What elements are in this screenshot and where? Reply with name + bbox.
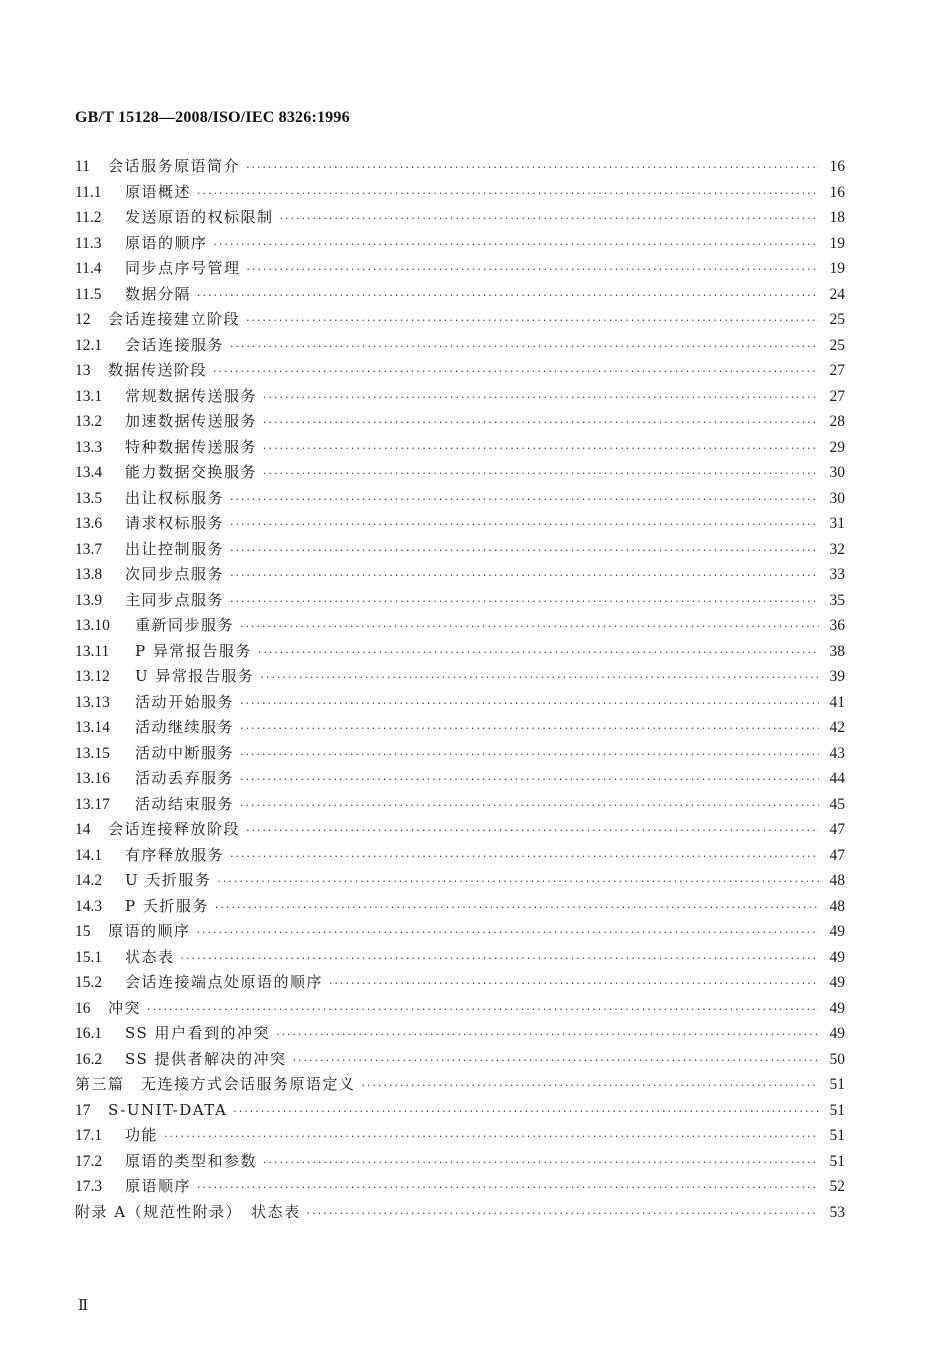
toc-section-number: 17 <box>75 1101 91 1119</box>
toc-section-number: 13.12 <box>75 668 110 685</box>
toc-dot-leader <box>197 920 819 946</box>
toc-section-title: 附录 A（规范性附录） 状态表 <box>75 1202 301 1221</box>
toc-section-number: 13.11 <box>75 642 110 660</box>
toc-entry[interactable] <box>75 282 845 308</box>
toc-dot-leader <box>263 461 819 487</box>
toc-section-title: U 异常报告服务 <box>135 667 255 685</box>
toc-page-number: 51 <box>829 1076 845 1093</box>
toc-page-number: 38 <box>829 642 845 660</box>
toc-page-number: 39 <box>829 668 845 685</box>
toc-page-number: 31 <box>829 515 845 532</box>
toc-page-number: 51 <box>829 1101 845 1119</box>
toc-dot-leader <box>147 997 819 1023</box>
toc-page-number: 50 <box>829 1050 845 1068</box>
toc-page-number: 30 <box>829 464 845 481</box>
toc-section-title: 会话连接服务 <box>125 335 225 354</box>
toc-section-title: 重新同步服务 <box>135 616 235 634</box>
toc-page-number: 25 <box>829 311 845 328</box>
toc-section-title: 加速数据传送服务 <box>125 412 258 430</box>
toc-section-title: 原语顺序 <box>125 1177 192 1195</box>
toc-section-number: 15.1 <box>75 948 103 966</box>
toc-page-number: 49 <box>829 923 845 940</box>
toc-dot-leader <box>240 793 819 819</box>
toc-page-number: 48 <box>829 872 845 889</box>
toc-section-title: 原语的顺序 <box>108 922 191 940</box>
toc-dot-leader <box>263 1150 819 1176</box>
toc-section-title: 数据分隔 <box>125 284 192 303</box>
toc-dot-leader <box>246 308 819 334</box>
toc-section-title: 活动继续服务 <box>135 718 235 736</box>
toc-page-number: 49 <box>829 1025 845 1042</box>
toc-dot-leader <box>240 742 819 768</box>
toc-section-title: 数据传送阶段 <box>108 361 208 379</box>
toc-page-number: 16 <box>829 158 845 175</box>
toc-dot-leader <box>233 1099 819 1125</box>
toc-section-number: 17.3 <box>75 1178 103 1195</box>
toc-section-title: 出让控制服务 <box>125 539 225 558</box>
toc-dot-leader <box>240 691 819 717</box>
toc-entry[interactable] <box>75 435 845 461</box>
toc-dot-leader <box>230 487 819 513</box>
toc-dot-leader <box>362 1073 819 1099</box>
toc-dot-leader <box>247 257 819 283</box>
toc-section-number: 13.2 <box>75 413 103 430</box>
toc-page-number: 19 <box>829 260 845 277</box>
toc-entry[interactable] <box>75 486 845 512</box>
toc-dot-leader <box>197 1175 819 1201</box>
toc-section-title: 活动结束服务 <box>135 794 235 813</box>
toc-section-number: 11.4 <box>75 260 102 277</box>
toc-dot-leader <box>197 181 819 207</box>
toc-page-number: 19 <box>829 234 845 252</box>
toc-entry[interactable] <box>75 741 845 767</box>
toc-section-title: 状态表 <box>125 947 175 966</box>
toc-entry[interactable] <box>75 970 845 996</box>
toc-entry[interactable] <box>75 460 845 486</box>
toc-entry[interactable] <box>75 511 845 537</box>
toc-section-number: 11 <box>75 158 90 175</box>
toc-page-number: 51 <box>829 1127 845 1144</box>
toc-section-title: 常规数据传送服务 <box>125 386 258 405</box>
toc-section-title: 会话连接释放阶段 <box>108 820 241 838</box>
toc-section-number: 13.10 <box>75 617 110 634</box>
toc-section-number: 11.5 <box>75 285 102 303</box>
toc-section-number: 13.16 <box>75 770 110 787</box>
toc-section-title: 次同步点服务 <box>125 565 225 583</box>
toc-section-number: 13.9 <box>75 591 103 609</box>
toc-page-number: 27 <box>829 387 845 405</box>
toc-section-title: P 夭折服务 <box>125 896 209 915</box>
toc-page-number: 36 <box>829 617 845 634</box>
toc-section-number: 12 <box>75 311 91 328</box>
toc-page-number: 43 <box>829 744 845 762</box>
toc-page-number: 47 <box>829 846 845 864</box>
toc-page-number: 29 <box>829 438 845 456</box>
toc-page-number: 42 <box>829 719 845 736</box>
toc-dot-leader <box>246 155 819 181</box>
toc-section-title: SS 用户看到的冲突 <box>125 1024 271 1042</box>
toc-entry[interactable] <box>75 715 845 741</box>
toc-section-title: 特种数据传送服务 <box>125 437 258 456</box>
toc-dot-leader <box>240 614 819 640</box>
toc-dot-leader <box>263 436 819 462</box>
toc-section-number: 13.17 <box>75 795 110 813</box>
toc-entry[interactable] <box>75 231 845 257</box>
toc-section-number: 13 <box>75 362 91 379</box>
toc-entry[interactable] <box>75 1174 845 1200</box>
toc-section-title: U 夭折服务 <box>125 871 212 889</box>
toc-page-number: 45 <box>829 795 845 813</box>
toc-section-number: 16.2 <box>75 1050 103 1068</box>
toc-entry[interactable] <box>75 1098 845 1124</box>
table-of-contents <box>75 154 845 1225</box>
toc-section-title: 功能 <box>125 1126 159 1144</box>
toc-dot-leader <box>260 665 819 691</box>
toc-section-title: 会话连接建立阶段 <box>108 310 241 328</box>
toc-entry[interactable] <box>75 588 845 614</box>
toc-section-number: 12.1 <box>75 336 103 354</box>
toc-section-number: 13.14 <box>75 719 110 736</box>
toc-page-number: 52 <box>829 1178 845 1195</box>
toc-entry[interactable] <box>75 613 845 639</box>
toc-section-number: 13.3 <box>75 438 103 456</box>
toc-section-title: SS 提供者解决的冲突 <box>125 1049 287 1068</box>
toc-section-title: 同步点序号管理 <box>125 259 241 277</box>
toc-section-number: 13.1 <box>75 387 103 405</box>
toc-dot-leader <box>197 283 819 309</box>
toc-entry[interactable] <box>75 384 845 410</box>
toc-entry[interactable] <box>75 358 845 384</box>
toc-entry[interactable] <box>75 996 845 1022</box>
toc-section-number: 13.5 <box>75 489 103 507</box>
toc-section-title: 冲突 <box>108 998 142 1017</box>
toc-dot-leader <box>217 869 819 895</box>
toc-entry[interactable] <box>75 1021 845 1047</box>
toc-section-number: 13.15 <box>75 744 110 762</box>
toc-section-title: 出让权标服务 <box>125 488 225 507</box>
toc-entry[interactable] <box>75 766 845 792</box>
toc-entry[interactable] <box>75 843 845 869</box>
toc-page-number: 32 <box>829 540 845 558</box>
toc-section-number: 15.2 <box>75 974 103 991</box>
toc-entry[interactable] <box>75 1047 845 1073</box>
toc-section-number: 14.2 <box>75 872 103 889</box>
toc-section-number: 17.2 <box>75 1152 103 1170</box>
toc-dot-leader <box>230 844 819 870</box>
toc-section-title: S-UNIT-DATA <box>108 1100 228 1119</box>
toc-entry[interactable] <box>75 1149 845 1175</box>
toc-dot-leader <box>329 971 819 997</box>
toc-entry[interactable] <box>75 792 845 818</box>
toc-section-title: 活动开始服务 <box>135 692 235 711</box>
toc-section-number: 11.2 <box>75 209 102 226</box>
toc-dot-leader <box>181 946 819 972</box>
toc-section-number: 13.7 <box>75 540 103 558</box>
toc-entry[interactable] <box>75 562 845 588</box>
toc-entry[interactable] <box>75 154 845 180</box>
toc-section-title: 原语概述 <box>125 182 192 201</box>
toc-dot-leader <box>246 818 819 844</box>
toc-dot-leader <box>263 385 819 411</box>
toc-entry[interactable] <box>75 333 845 359</box>
toc-section-title: 会话服务原语简介 <box>108 157 241 175</box>
toc-entry[interactable] <box>75 1200 845 1226</box>
toc-dot-leader <box>293 1048 819 1074</box>
toc-section-title: 能力数据交换服务 <box>125 463 258 481</box>
toc-entry[interactable] <box>75 690 845 716</box>
toc-section-number: 13.4 <box>75 464 103 481</box>
toc-dot-leader <box>230 512 819 538</box>
toc-page-number: 47 <box>829 821 845 838</box>
toc-page-number: 27 <box>829 362 845 379</box>
toc-entry[interactable] <box>75 307 845 333</box>
toc-dot-leader <box>230 589 819 615</box>
toc-dot-leader <box>213 359 819 385</box>
toc-section-title: 会话连接端点处原语的顺序 <box>125 973 324 991</box>
toc-dot-leader <box>258 640 819 666</box>
toc-dot-leader <box>240 716 819 742</box>
toc-section-number: 16 <box>75 999 91 1017</box>
toc-entry[interactable] <box>75 180 845 206</box>
toc-entry[interactable] <box>75 817 845 843</box>
toc-section-title: 原语的类型和参数 <box>125 1151 258 1170</box>
toc-section-number: 13.6 <box>75 515 103 532</box>
toc-page-number: 30 <box>829 489 845 507</box>
toc-dot-leader <box>263 410 819 436</box>
toc-entry[interactable] <box>75 868 845 894</box>
toc-page-number: 49 <box>829 948 845 966</box>
toc-section-number: 15 <box>75 923 91 940</box>
toc-section-title: 第三篇 无连接方式会话服务原语定义 <box>75 1075 356 1093</box>
toc-section-number: 13.8 <box>75 566 103 583</box>
toc-dot-leader <box>307 1201 819 1227</box>
toc-page-number: 41 <box>829 693 845 711</box>
toc-section-number: 16.1 <box>75 1025 103 1042</box>
toc-page-number: 16 <box>829 183 845 201</box>
page-number: Ⅱ <box>78 1298 89 1314</box>
toc-section-number: 11.3 <box>75 234 102 252</box>
toc-dot-leader <box>215 895 819 921</box>
standard-code-header: GB/T 15128—2008/ISO/IEC 8326:1996 <box>75 109 350 126</box>
toc-dot-leader <box>214 232 819 258</box>
toc-entry[interactable] <box>75 1072 845 1098</box>
toc-entry[interactable] <box>75 537 845 563</box>
toc-page-number: 25 <box>829 336 845 354</box>
toc-section-number: 13.13 <box>75 693 110 711</box>
toc-section-title: 活动丢弃服务 <box>135 769 235 787</box>
toc-dot-leader <box>276 1022 819 1048</box>
toc-section-title: 发送原语的权标限制 <box>125 208 274 226</box>
toc-page-number: 18 <box>829 209 845 226</box>
toc-entry[interactable] <box>75 894 845 920</box>
toc-page-number: 49 <box>829 999 845 1017</box>
toc-entry[interactable] <box>75 1123 845 1149</box>
toc-section-title: 有序释放服务 <box>125 845 225 864</box>
toc-page-number: 28 <box>829 413 845 430</box>
toc-dot-leader <box>240 767 819 793</box>
toc-page-number: 33 <box>829 566 845 583</box>
toc-dot-leader <box>230 563 819 589</box>
toc-page-number: 44 <box>829 770 845 787</box>
toc-section-number: 11.1 <box>75 183 102 201</box>
toc-section-title: 主同步点服务 <box>125 590 225 609</box>
toc-section-title: 原语的顺序 <box>125 233 208 252</box>
toc-page-number: 49 <box>829 974 845 991</box>
toc-page-number: 24 <box>829 285 845 303</box>
toc-page-number: 48 <box>829 897 845 915</box>
toc-section-title: 请求权标服务 <box>125 514 225 532</box>
toc-entry[interactable] <box>75 639 845 665</box>
toc-entry[interactable] <box>75 919 845 945</box>
toc-section-title: P 异常报告服务 <box>135 641 252 660</box>
toc-page-number: 51 <box>829 1152 845 1170</box>
toc-dot-leader <box>230 538 819 564</box>
toc-entry[interactable] <box>75 664 845 690</box>
toc-entry[interactable] <box>75 945 845 971</box>
toc-entry[interactable] <box>75 256 845 282</box>
toc-entry[interactable] <box>75 409 845 435</box>
toc-section-number: 14.1 <box>75 846 103 864</box>
toc-section-number: 14.3 <box>75 897 103 915</box>
toc-dot-leader <box>280 206 819 232</box>
toc-page-number: 35 <box>829 591 845 609</box>
toc-entry[interactable] <box>75 205 845 231</box>
toc-section-number: 17.1 <box>75 1127 103 1144</box>
toc-dot-leader <box>164 1124 819 1150</box>
toc-dot-leader <box>230 334 819 360</box>
toc-section-number: 14 <box>75 821 91 838</box>
toc-page-number: 53 <box>829 1203 845 1221</box>
toc-section-title: 活动中断服务 <box>135 743 235 762</box>
